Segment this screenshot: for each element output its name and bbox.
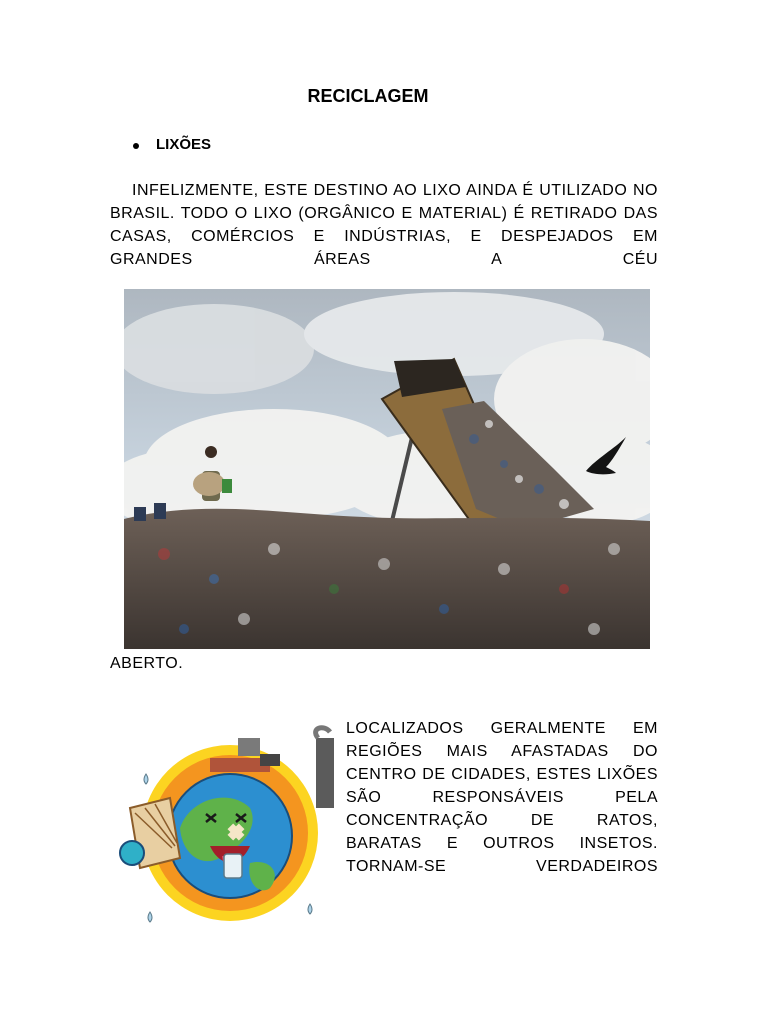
left-hand: [120, 841, 144, 865]
page-title: RECICLAGEM: [307, 86, 429, 106]
landfill-photo: [124, 289, 650, 649]
glass: [224, 854, 242, 878]
smoke-stack: [316, 738, 334, 808]
bullet-label: LIXÕES: [156, 136, 212, 153]
sick-earth-cartoon: [110, 718, 338, 938]
garbage-pile: [124, 509, 650, 649]
paragraph-1: INFELIZMENTE, ESTE DESTINO AO LIXO AINDA É UTILIZADO NO BRASIL. TODO O LIXO (ORGÂNICO E MATERIAL) É RETIRADO DAS CASAS, COMÉRCIOS E INDÚSTRIAS, E DESPEJADOS EM GRANDES ÁREAS A CÉU: [110, 182, 658, 268]
paragraph-1-end: ABERTO.: [110, 655, 184, 672]
paragraph-2: LOCALIZADOS GERALMENTE EM REGIÕES MAIS AFASTADAS DO CENTRO DE CIDADES, ESTES LIXÕES SÃO RESPONSÁVEIS PELA CONCENTRAÇÃO DE RATOS, BARATAS E OUTROS INSETOS. TORNAM-SE VERDADEIROS: [346, 720, 658, 875]
bullet-dot: [133, 143, 139, 149]
